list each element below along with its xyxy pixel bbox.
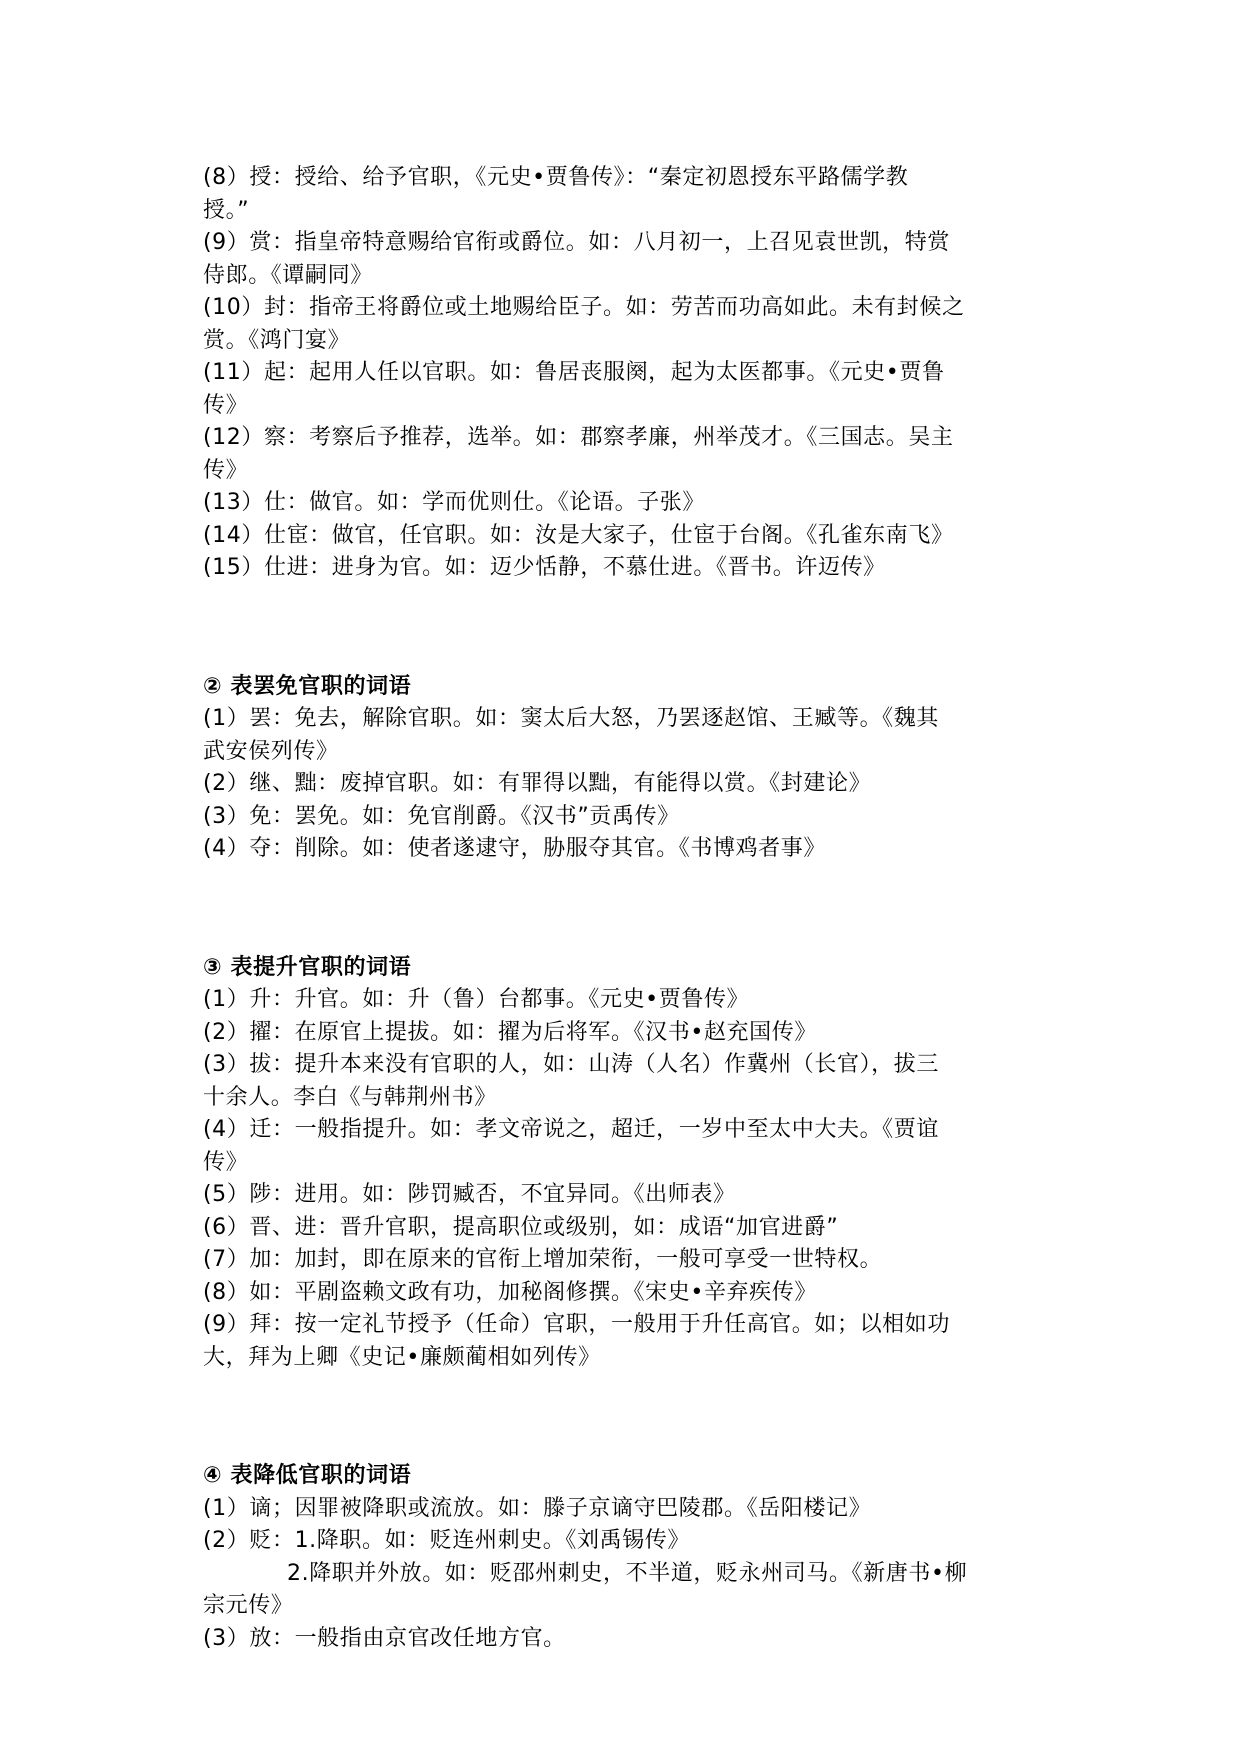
text-line: (4）夺：削除。如：使者遂逮守，胁服夺其官。《书博鸡者事》 (203, 836, 826, 861)
text-line: 侍郎。《谭嗣同》 (203, 262, 373, 288)
text-line: (2）继、黜：废掉官职。如：有罪得以黜，有能得以赏。《封建论》 (203, 771, 872, 796)
text-line: (5）陟：进用。如：陟罚臧否，不宜异同。《出师表》 (203, 1182, 736, 1207)
text-line: (2）擢：在原官上提拔。如：擢为后将军。《汉书•赵充国传》 (203, 1019, 817, 1045)
text-line: 2.降职并外放。如：贬邵州刺史，不半道，贬永州司马。《新唐书•柳 (287, 1560, 968, 1586)
text-line: 授。” (203, 197, 250, 223)
document-page (203, 162, 1043, 1655)
text-line: (3）拔：提升本来没有官职的人，如：山涛（人名）作冀州（长官），拔三 (203, 1052, 939, 1077)
text-line: (14）仕宦：做官，任官职。如：汝是大家子，仕宦于台阁。《孔雀东南飞》 (203, 522, 954, 548)
text-line: (9）赏：指皇帝特意赐给官衔或爵位。如：八月初一，上召见袁世凯，特赏 (203, 230, 950, 255)
text-line: 赏。《鸿门宴》 (203, 327, 351, 353)
text-line: (9）拜：按一定礼节授予（任命）官职，一般用于升任高官。如；以相如功 (203, 1312, 950, 1337)
text-line: 大，拜为上卿《史记•廉颇蔺相如列传》 (203, 1344, 601, 1370)
text-line: (3）放：一般指由京官改任地方官。 (203, 1625, 566, 1651)
text-line: (15）仕进：进身为官。如：迈少恬静，不慕仕进。《晋书。许迈传》 (203, 555, 886, 580)
text-line: 传》 (203, 1149, 249, 1175)
section-spacer (203, 1374, 1043, 1460)
section-heading: ④ 表降低官职的词语 (203, 1463, 412, 1488)
text-line: (10）封：指帝王将爵位或土地赐给臣子。如：劳苦而功高如此。未有封候之 (203, 295, 965, 320)
text-line: (6）晋、进：晋升官职，提高职位或级别，如：成语“加官进爵” (203, 1214, 839, 1240)
section-demotion (203, 1460, 1043, 1655)
text-line: 宗元传》 (203, 1593, 294, 1618)
section-spacer (203, 866, 1043, 952)
section-promotion (203, 952, 1043, 1375)
section-spacer (203, 585, 1043, 671)
section-heading: ② 表罢免官职的词语 (203, 673, 412, 699)
text-line: (11）起：起用人任以官职。如：鲁居丧服阕，起为太医都事。《元史•贾鲁 (203, 360, 945, 385)
text-line: (13）仕：做官。如：学而优则仕。《论语。子张》 (203, 490, 705, 515)
text-line: 传》 (203, 457, 249, 483)
text-line: 十余人。李白《与韩荆州书》 (203, 1084, 497, 1110)
text-line: (3）免：罢免。如：免官削爵。《汉书”贡禹传》 (203, 803, 680, 829)
text-line: (1）谪；因罪被降职或流放。如：滕子京谪守巴陵郡。《岳阳楼记》 (203, 1495, 872, 1521)
text-line: (4）迁：一般指提升。如：孝文帝说之，超迁，一岁中至太中大夫。《贾谊 (203, 1117, 939, 1142)
text-line: (12）察：考察后予推荐，选举。如：郡察孝廉，州举茂才。《三国志。吴主 (203, 425, 954, 450)
text-line: 传》 (203, 392, 249, 418)
text-line: (8）授：授给、给予官职，《元史•贾鲁传》：“秦定初恩授东平路儒学教 (203, 165, 909, 190)
section-dismissal (203, 671, 1043, 866)
section-heading: ③ 表提升官职的词语 (203, 954, 412, 980)
text-line: (1）罢：免去，解除官职。如：窦太后大怒，乃罢逐赵馆、王臧等。《魏其 (203, 706, 939, 731)
text-line: (7）加：加封，即在原来的官衔上增加荣衔，一般可享受一世特权。 (203, 1247, 883, 1272)
text-line: (8）如：平剧盗赖文政有功，加秘阁修撰。《宋史•辛弃疾传》 (203, 1279, 817, 1305)
section-appointment-list (203, 162, 1043, 585)
text-line: 武安侯列传》 (203, 738, 339, 764)
text-line: (1）升：升官。如：升（鲁）台都事。《元史•贾鲁传》 (203, 987, 750, 1012)
text-line: (2）贬：1.降职。如：贬连州刺史。《刘禹锡传》 (203, 1528, 690, 1553)
